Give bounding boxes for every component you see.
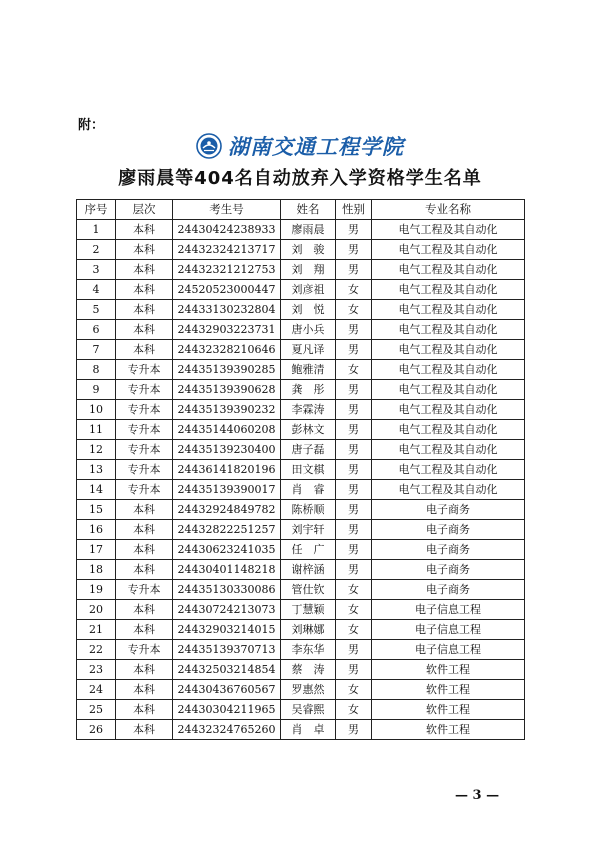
cell-exam-number: 24436141820196 <box>173 460 281 480</box>
cell-gender: 男 <box>336 660 372 680</box>
cell-index: 6 <box>77 320 116 340</box>
cell-gender: 男 <box>336 440 372 460</box>
cell-exam-number: 24430304211965 <box>173 700 281 720</box>
col-header-level: 层次 <box>116 200 173 220</box>
cell-name: 刘 翔 <box>281 260 336 280</box>
table-row <box>77 280 525 300</box>
cell-level: 本科 <box>116 340 173 360</box>
cell-name: 罗惠然 <box>281 680 336 700</box>
cell-level: 本科 <box>116 720 173 740</box>
cell-major: 电子商务 <box>372 520 525 540</box>
cell-index: 2 <box>77 240 116 260</box>
cell-gender: 女 <box>336 580 372 600</box>
cell-exam-number: 24435139370713 <box>173 640 281 660</box>
cell-level: 本科 <box>116 300 173 320</box>
cell-exam-number: 24432903214015 <box>173 620 281 640</box>
cell-name: 肖 睿 <box>281 480 336 500</box>
cell-level: 本科 <box>116 500 173 520</box>
cell-name: 彭林文 <box>281 420 336 440</box>
cell-name: 鲍雅清 <box>281 360 336 380</box>
cell-index: 3 <box>77 260 116 280</box>
cell-gender: 女 <box>336 600 372 620</box>
table-row <box>77 560 525 580</box>
cell-exam-number: 24430623241035 <box>173 540 281 560</box>
cell-index: 14 <box>77 480 116 500</box>
cell-major: 软件工程 <box>372 720 525 740</box>
cell-index: 1 <box>77 220 116 240</box>
cell-index: 15 <box>77 500 116 520</box>
table-row <box>77 300 525 320</box>
table-row <box>77 380 525 400</box>
cell-level: 本科 <box>116 240 173 260</box>
cell-name: 李霖涛 <box>281 400 336 420</box>
cell-major: 软件工程 <box>372 700 525 720</box>
table-row <box>77 420 525 440</box>
cell-gender: 男 <box>336 340 372 360</box>
cell-index: 9 <box>77 380 116 400</box>
cell-major: 电子信息工程 <box>372 620 525 640</box>
cell-exam-number: 24430436760567 <box>173 680 281 700</box>
cell-gender: 男 <box>336 480 372 500</box>
cell-exam-number: 24432903223731 <box>173 320 281 340</box>
cell-exam-number: 24435139390628 <box>173 380 281 400</box>
cell-level: 本科 <box>116 280 173 300</box>
cell-index: 4 <box>77 280 116 300</box>
cell-gender: 女 <box>336 360 372 380</box>
cell-exam-number: 24430724213073 <box>173 600 281 620</box>
table-row <box>77 260 525 280</box>
cell-major: 电气工程及其自动化 <box>372 340 525 360</box>
table-row <box>77 500 525 520</box>
cell-major: 软件工程 <box>372 660 525 680</box>
table-row <box>77 460 525 480</box>
cell-name: 夏凡译 <box>281 340 336 360</box>
cell-level: 专升本 <box>116 460 173 480</box>
cell-index: 19 <box>77 580 116 600</box>
cell-exam-number: 24435139230400 <box>173 440 281 460</box>
cell-major: 电气工程及其自动化 <box>372 280 525 300</box>
cell-name: 刘 骏 <box>281 240 336 260</box>
student-list-table <box>76 199 525 740</box>
cell-name: 刘宇轩 <box>281 520 336 540</box>
cell-level: 本科 <box>116 660 173 680</box>
cell-gender: 女 <box>336 300 372 320</box>
cell-exam-number: 24432503214854 <box>173 660 281 680</box>
school-emblem-icon <box>196 133 222 159</box>
cell-major: 电气工程及其自动化 <box>372 400 525 420</box>
cell-major: 电气工程及其自动化 <box>372 240 525 260</box>
cell-index: 5 <box>77 300 116 320</box>
cell-level: 专升本 <box>116 480 173 500</box>
cell-name: 刘琳娜 <box>281 620 336 640</box>
col-header-exam-number: 考生号 <box>173 200 281 220</box>
page-number: — 3 — <box>455 788 500 803</box>
col-header-name: 姓名 <box>281 200 336 220</box>
cell-exam-number: 24435144060208 <box>173 420 281 440</box>
table-row <box>77 600 525 620</box>
cell-gender: 男 <box>336 520 372 540</box>
table-row <box>77 520 525 540</box>
cell-name: 龚 彤 <box>281 380 336 400</box>
cell-gender: 男 <box>336 500 372 520</box>
cell-name: 唐小兵 <box>281 320 336 340</box>
cell-gender: 男 <box>336 220 372 240</box>
cell-major: 电子商务 <box>372 560 525 580</box>
cell-gender: 男 <box>336 540 372 560</box>
cell-level: 本科 <box>116 700 173 720</box>
cell-exam-number: 24432924849782 <box>173 500 281 520</box>
table-row <box>77 440 525 460</box>
attachment-label: 附： <box>78 118 105 133</box>
cell-index: 25 <box>77 700 116 720</box>
cell-index: 21 <box>77 620 116 640</box>
cell-level: 本科 <box>116 260 173 280</box>
col-header-index: 序号 <box>77 200 116 220</box>
cell-level: 本科 <box>116 680 173 700</box>
cell-level: 本科 <box>116 320 173 340</box>
cell-exam-number: 24430401148218 <box>173 560 281 580</box>
cell-name: 丁慧颖 <box>281 600 336 620</box>
cell-name: 田文棋 <box>281 460 336 480</box>
cell-gender: 男 <box>336 560 372 580</box>
table-row <box>77 480 525 500</box>
cell-name: 李东华 <box>281 640 336 660</box>
cell-major: 电气工程及其自动化 <box>372 260 525 280</box>
table-row <box>77 720 525 740</box>
col-header-major: 专业名称 <box>372 200 525 220</box>
cell-gender: 男 <box>336 640 372 660</box>
cell-major: 电气工程及其自动化 <box>372 220 525 240</box>
cell-exam-number: 24435139390285 <box>173 360 281 380</box>
cell-major: 电气工程及其自动化 <box>372 440 525 460</box>
cell-exam-number: 24432822251257 <box>173 520 281 540</box>
school-name-logotype: 湖南交通工程学院 <box>228 134 404 159</box>
cell-name: 廖雨晨 <box>281 220 336 240</box>
cell-index: 8 <box>77 360 116 380</box>
table-row <box>77 220 525 240</box>
table-row <box>77 640 525 660</box>
cell-exam-number: 24432324765260 <box>173 720 281 740</box>
cell-name: 任 广 <box>281 540 336 560</box>
cell-major: 电子信息工程 <box>372 600 525 620</box>
cell-name: 肖 卓 <box>281 720 336 740</box>
cell-name: 管仕钦 <box>281 580 336 600</box>
cell-exam-number: 24432328210646 <box>173 340 281 360</box>
cell-gender: 女 <box>336 620 372 640</box>
cell-index: 23 <box>77 660 116 680</box>
cell-level: 本科 <box>116 220 173 240</box>
cell-exam-number: 24433130232804 <box>173 300 281 320</box>
cell-gender: 男 <box>336 240 372 260</box>
document-title: 廖雨晨等404名自动放弃入学资格学生名单 <box>118 168 482 189</box>
cell-level: 专升本 <box>116 580 173 600</box>
cell-gender: 男 <box>336 320 372 340</box>
cell-gender: 女 <box>336 280 372 300</box>
cell-major: 电子商务 <box>372 500 525 520</box>
cell-level: 本科 <box>116 520 173 540</box>
cell-index: 12 <box>77 440 116 460</box>
cell-exam-number: 24435139390017 <box>173 480 281 500</box>
cell-index: 11 <box>77 420 116 440</box>
cell-level: 专升本 <box>116 400 173 420</box>
cell-index: 26 <box>77 720 116 740</box>
cell-gender: 女 <box>336 680 372 700</box>
cell-name: 刘 悦 <box>281 300 336 320</box>
cell-name: 谢梓涵 <box>281 560 336 580</box>
cell-name: 蔡 涛 <box>281 660 336 680</box>
table-row <box>77 240 525 260</box>
cell-major: 电气工程及其自动化 <box>372 360 525 380</box>
cell-gender: 男 <box>336 260 372 280</box>
cell-level: 本科 <box>116 540 173 560</box>
cell-exam-number: 24432324213717 <box>173 240 281 260</box>
cell-major: 电气工程及其自动化 <box>372 300 525 320</box>
cell-gender: 男 <box>336 720 372 740</box>
cell-major: 电子商务 <box>372 540 525 560</box>
cell-exam-number: 24432321212753 <box>173 260 281 280</box>
cell-level: 本科 <box>116 560 173 580</box>
table-row <box>77 700 525 720</box>
cell-major: 电气工程及其自动化 <box>372 420 525 440</box>
cell-level: 本科 <box>116 620 173 640</box>
cell-level: 专升本 <box>116 440 173 460</box>
cell-major: 电气工程及其自动化 <box>372 460 525 480</box>
cell-exam-number: 24435139390232 <box>173 400 281 420</box>
cell-level: 专升本 <box>116 360 173 380</box>
table-row <box>77 660 525 680</box>
table-row <box>77 360 525 380</box>
cell-name: 唐子磊 <box>281 440 336 460</box>
cell-level: 专升本 <box>116 420 173 440</box>
cell-index: 17 <box>77 540 116 560</box>
cell-index: 10 <box>77 400 116 420</box>
table-row <box>77 580 525 600</box>
table-body <box>77 220 525 740</box>
cell-index: 20 <box>77 600 116 620</box>
cell-name: 陈桥顺 <box>281 500 336 520</box>
table-row <box>77 400 525 420</box>
table-row <box>77 540 525 560</box>
cell-exam-number: 24520523000447 <box>173 280 281 300</box>
cell-index: 13 <box>77 460 116 480</box>
cell-index: 18 <box>77 560 116 580</box>
cell-major: 电气工程及其自动化 <box>372 320 525 340</box>
cell-level: 专升本 <box>116 640 173 660</box>
cell-index: 16 <box>77 520 116 540</box>
cell-major: 电子商务 <box>372 580 525 600</box>
table-row <box>77 340 525 360</box>
cell-gender: 女 <box>336 700 372 720</box>
cell-major: 软件工程 <box>372 680 525 700</box>
cell-level: 本科 <box>116 600 173 620</box>
cell-name: 刘彦祖 <box>281 280 336 300</box>
table-row <box>77 320 525 340</box>
cell-gender: 男 <box>336 420 372 440</box>
cell-major: 电气工程及其自动化 <box>372 480 525 500</box>
cell-index: 22 <box>77 640 116 660</box>
cell-major: 电子信息工程 <box>372 640 525 660</box>
col-header-gender: 性别 <box>336 200 372 220</box>
table-header-row <box>77 200 525 220</box>
cell-index: 7 <box>77 340 116 360</box>
school-logo <box>0 130 600 162</box>
table-row <box>77 680 525 700</box>
cell-major: 电气工程及其自动化 <box>372 380 525 400</box>
cell-name: 吴睿熙 <box>281 700 336 720</box>
cell-gender: 男 <box>336 460 372 480</box>
cell-gender: 男 <box>336 400 372 420</box>
table-row <box>77 620 525 640</box>
cell-level: 专升本 <box>116 380 173 400</box>
cell-exam-number: 24435130330086 <box>173 580 281 600</box>
cell-index: 24 <box>77 680 116 700</box>
cell-exam-number: 24430424238933 <box>173 220 281 240</box>
cell-gender: 男 <box>336 380 372 400</box>
